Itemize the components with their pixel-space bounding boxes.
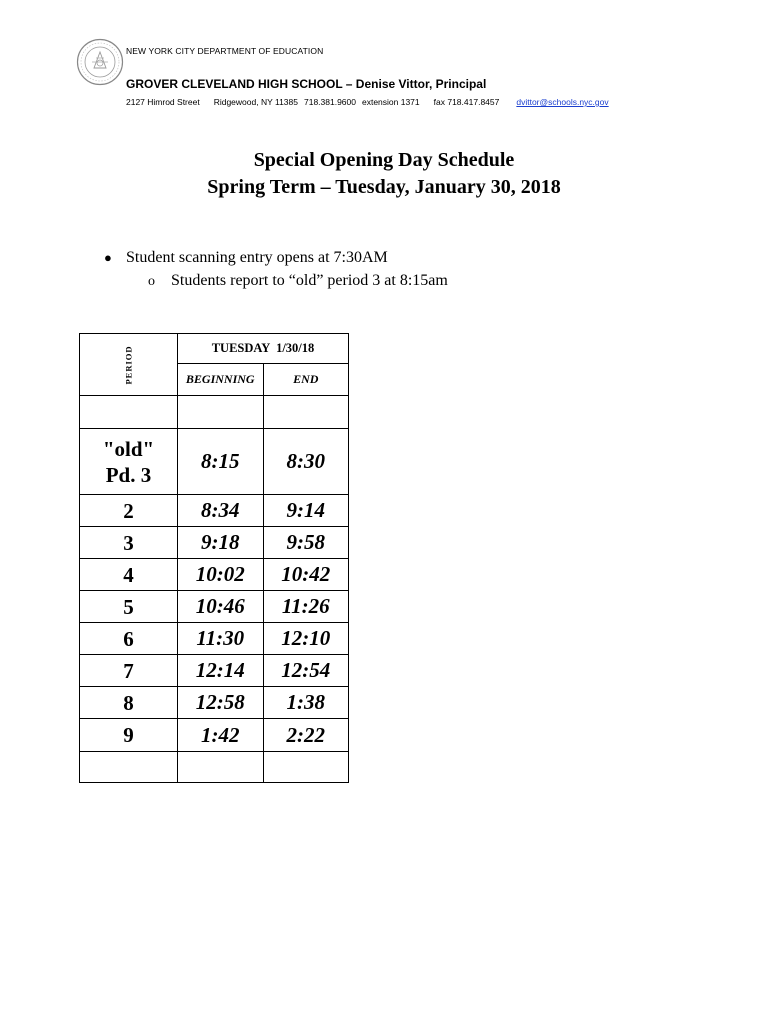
table-row: [80, 527, 349, 559]
nyc-doe-seal-logo: [76, 38, 124, 86]
begin-time-cell: 1:42: [178, 719, 264, 752]
end-time-cell: 2:22: [263, 719, 349, 752]
department-name: NEW YORK CITY DEPARTMENT OF EDUCATION: [126, 46, 324, 56]
end-time-cell: 8:30: [263, 429, 349, 495]
period-cell: 9: [80, 719, 178, 752]
period-cell: 5: [80, 591, 178, 623]
begin-time-cell: 10:02: [178, 559, 264, 591]
note-bullet-2: [148, 272, 448, 290]
city-state-zip: Ridgewood, NY 11385: [213, 97, 298, 107]
period-cell: 8: [80, 687, 178, 719]
table-row: [80, 495, 349, 527]
period-cell: 7: [80, 655, 178, 687]
end-time-cell: 1:38: [263, 687, 349, 719]
end-header: END: [263, 364, 349, 396]
period-cell: 6: [80, 623, 178, 655]
empty-cell: [178, 396, 264, 429]
period-cell: 2: [80, 495, 178, 527]
email-link[interactable]: dvittor@schools.nyc.gov: [516, 97, 609, 107]
end-time-cell: 12:10: [263, 623, 349, 655]
fax-number: fax 718.417.8457: [433, 97, 500, 107]
begin-time-cell: 9:18: [178, 527, 264, 559]
note-bullet-1: [104, 249, 388, 267]
bullet-dot-icon: ●: [104, 250, 112, 265]
period-cell: 3: [80, 527, 178, 559]
date-header: TUESDAY 1/30/18: [178, 334, 349, 364]
bullet-circle-icon: o: [148, 274, 155, 289]
empty-cell: [80, 396, 178, 429]
school-name-line: [126, 77, 486, 91]
table-row-empty: [80, 396, 349, 429]
beginning-header: BEGINNING: [178, 364, 264, 396]
page-subtitle: Spring Term – Tuesday, January 30, 2018: [207, 176, 561, 198]
period-header: PERIOD: [80, 334, 178, 396]
begin-time-cell: 8:34: [178, 495, 264, 527]
end-time-cell: 9:14: [263, 495, 349, 527]
schedule-table: [79, 333, 349, 783]
empty-cell: [178, 752, 264, 783]
table-header-row: [80, 334, 349, 364]
period-cell: "old" Pd. 3: [80, 429, 178, 495]
table-row: [80, 591, 349, 623]
note-text-1: Student scanning entry opens at 7:30AM: [126, 249, 388, 266]
empty-cell: [80, 752, 178, 783]
begin-time-cell: 10:46: [178, 591, 264, 623]
end-time-cell: 12:54: [263, 655, 349, 687]
table-row-empty: [80, 752, 349, 783]
street-address: 2127 Himrod Street: [126, 97, 200, 107]
begin-time-cell: 12:14: [178, 655, 264, 687]
table-row: [80, 429, 349, 495]
begin-time-cell: 12:58: [178, 687, 264, 719]
page-title: Special Opening Day Schedule: [253, 149, 515, 171]
school-name: GROVER CLEVELAND HIGH SCHOOL: [126, 77, 343, 91]
end-time-cell: 11:26: [263, 591, 349, 623]
table-row: [80, 655, 349, 687]
note-text-2: Students report to “old” period 3 at 8:15am: [171, 272, 448, 289]
phone-number: 718.381.9600: [303, 97, 356, 107]
begin-time-cell: 11:30: [178, 623, 264, 655]
principal-name: – Denise Vittor, Principal: [342, 77, 487, 91]
address-line: [126, 97, 609, 107]
period-cell: 4: [80, 559, 178, 591]
table-row: [80, 623, 349, 655]
table-row: [80, 559, 349, 591]
table-row: [80, 687, 349, 719]
begin-time-cell: 8:15: [178, 429, 264, 495]
extension: extension 1371: [361, 97, 420, 107]
table-row: [80, 719, 349, 752]
end-time-cell: 10:42: [263, 559, 349, 591]
empty-cell: [263, 396, 349, 429]
end-time-cell: 9:58: [263, 527, 349, 559]
empty-cell: [263, 752, 349, 783]
